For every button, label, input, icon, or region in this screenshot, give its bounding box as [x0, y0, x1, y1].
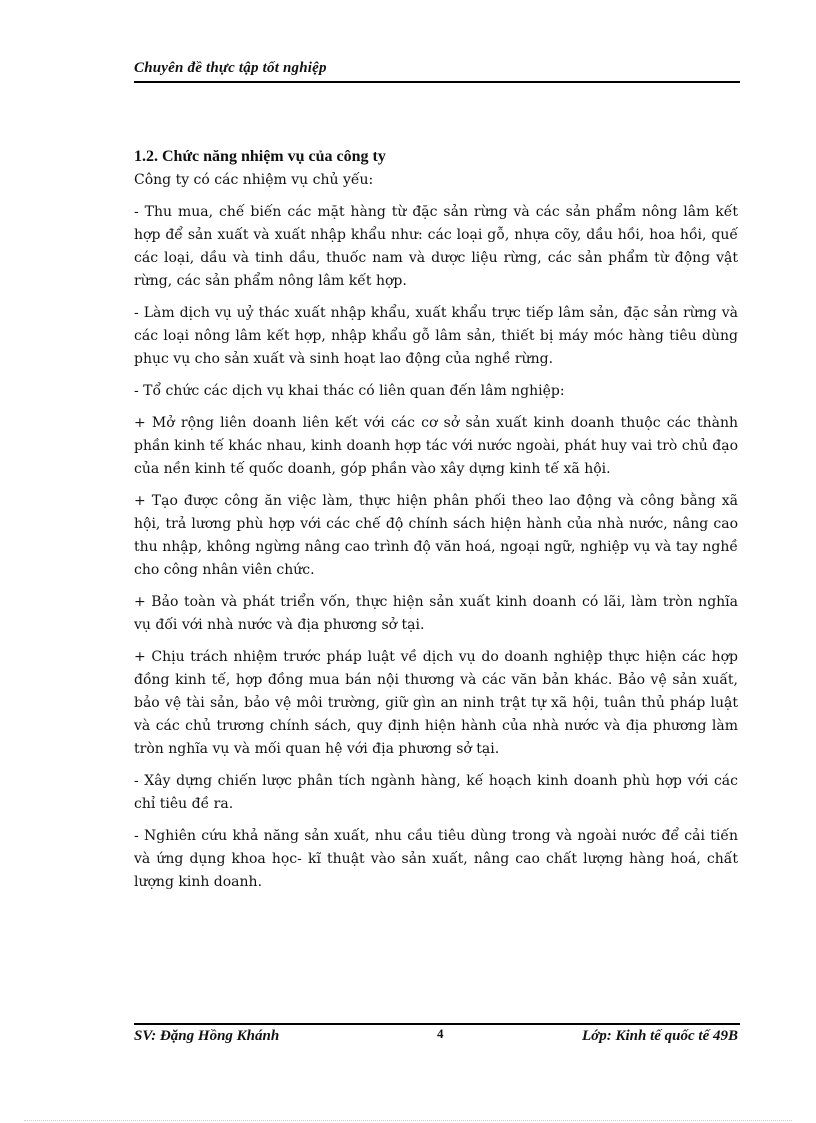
paragraph: + Mở rộng liên doanh liên kết với các cơ sở sản xuất kinh doanh thuộc các thành phần kinh tế khác nhau, kinh doanh hợp tác với nước ngoài, phát huy vai trò chủ đạo của nền kinh tế quốc doanh, góp phần vào xây dựng kinh tế xã hội. [134, 415, 738, 477]
section-intro: Công ty có các nhiệm vụ chủ yếu: [134, 172, 374, 188]
paragraph: - Làm dịch vụ uỷ thác xuất nhập khẩu, xuất khẩu trực tiếp lâm sản, đặc sản rừng và các loại nông lâm kết hợp, nhập khẩu gỗ lâm sản, thiết bị máy móc hàng tiêu dùng phục vụ cho sản xuất và sinh hoạt lao động của nghề rừng. [134, 305, 738, 367]
paragraph: + Chịu trách nhiệm trước pháp luật về dịch vụ do doanh nghiệp thực hiện các hợp đồng kinh tế, hợp đồng mua bán nội thương và các văn bản khác. Bảo vệ sản xuất, bảo vệ tài sản, bảo vệ môi trường, giữ gìn an ninh trật tự xã hội, tuân thủ pháp luật và các chủ trương chính sách, quy định hiện hành của nhà nước và địa phương làm tròn nghĩa vụ và mối quan hệ với địa phương sở tại. [134, 649, 738, 757]
header-divider [134, 81, 740, 83]
page-edge-divider [24, 1120, 792, 1121]
footer-divider [134, 1023, 740, 1025]
paragraph: - Nghiên cứu khả năng sản xuất, nhu cầu tiêu dùng trong và ngoài nước để cải tiến và ứng dụng khoa học- kĩ thuật vào sản xuất, nâng cao chất lượng hàng hoá, chất lượng kinh doanh. [134, 828, 738, 890]
footer-class: Lớp: Kinh tế quốc tế 49B [582, 1028, 738, 1044]
page-number: 4 [437, 1026, 444, 1041]
paragraph: - Thu mua, chế biến các mặt hàng từ đặc sản rừng và các sản phẩm nông lâm kết hợp để sản xuất và xuất nhập khẩu như: các loại gỗ, nhựa cõy, dầu hồi, hoa hồi, quế các loại, dầu và tinh dầu, thuốc nam và dược liệu rừng, các sản phẩm từ động vật rừng, các sản phẩm nông lâm kết hợp. [134, 204, 738, 289]
page-body [134, 145, 738, 903]
header-title: Chuyên đề thực tập tốt nghiệp [134, 60, 327, 76]
paragraph: + Bảo toàn và phát triển vốn, thực hiện sản xuất kinh doanh có lãi, làm tròn nghĩa vụ đối với nhà nước và địa phương sở tại. [134, 594, 738, 633]
footer-student: SV: Đặng Hồng Khánh [134, 1028, 280, 1044]
paragraph: - Xây dựng chiến lược phân tích ngành hàng, kế hoạch kinh doanh phù hợp với các chỉ tiêu đề ra. [134, 773, 738, 812]
paragraph: - Tổ chức các dịch vụ khai thác có liên quan đến lâm nghiệp: [134, 383, 565, 399]
section-heading: 1.2. Chức năng nhiệm vụ của công ty [134, 148, 386, 165]
paragraph: + Tạo được công ăn việc làm, thực hiện phân phối theo lao động và công bằng xã hội, trả lương phù hợp với các chế độ chính sách hiện hành của nhà nước, nâng cao thu nhập, không ngừng nâng cao trình độ văn hoá, ngoại ngữ, nghiệp vụ và tay nghề cho công nhân viên chức. [134, 493, 738, 578]
